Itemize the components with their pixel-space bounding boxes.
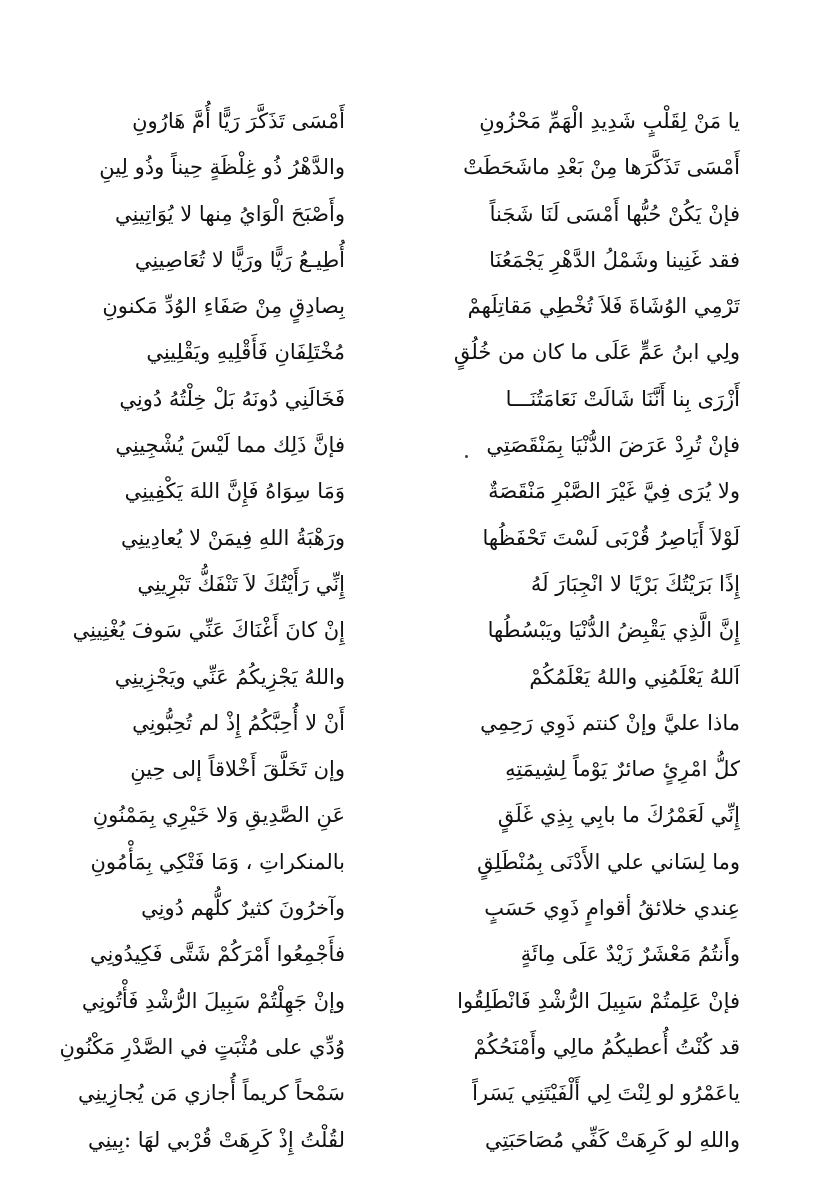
verse-first-hemistich-5: تَرْمِي الوُشَاةَ فَلاَ تُخْطِي مَقاتِلَهمْ bbox=[467, 294, 740, 319]
verse-second-hemistich-10: ورَهْبَةُ اللهِ فِيمَنْ لا يُعادِينِي bbox=[121, 525, 345, 550]
verse-first-hemistich-9: ولا يُرَى فِيَّ غَيْرَ الصَّبْرِ مَنْقَصَةٌ bbox=[488, 479, 740, 504]
verse-first-hemistich-7: أَزْرَى بِنا أَنَّنَا شَالَتْ نَعَامَتُنَـــا bbox=[505, 386, 740, 411]
verse-second-hemistich-19: فأَجْمِعُوا أَمْرَكُمْ شَتَّى فَكِيدُونِي bbox=[90, 942, 345, 967]
verse-first-hemistich-10: لَوْلاَ أَيَاصِرُ قُرْبَى لَسْتَ تَحْفَظُها bbox=[482, 525, 740, 550]
poem-column-right bbox=[440, 98, 740, 1163]
verse-first-hemistich-16: إِنِّي لَعَمْرُكَ ما بابِي بِذِي غَلَقٍ bbox=[497, 803, 740, 828]
verse-first-hemistich-3: فإنْ يَكُنْ حُبُّها أَمْسَى لَنَا شَجَناً bbox=[489, 201, 740, 226]
verse-first-hemistich-19: وأَنتُمُ مَعْشَرٌ زَيْدٌ عَلَى مِائَةٍ bbox=[520, 942, 740, 967]
verse-first-hemistich-17: وما لِسَاني علي الأَدْنَى بِمُنْطَلِقٍ bbox=[477, 849, 740, 874]
verse-second-hemistich-22: سَمْحاً كريماً أُجازي مَن يُجازِينِي bbox=[77, 1081, 345, 1106]
scan-speck bbox=[465, 455, 468, 458]
poem-column-left bbox=[45, 98, 345, 1163]
verse-first-hemistich-14: ماذا عليَّ وإنْ كنتم ذَوِي رَحِمِي bbox=[480, 710, 740, 735]
verse-second-hemistich-18: وآخرُونَ كثيرٌ كلُّهم دُونِي bbox=[141, 896, 345, 921]
verse-first-hemistich-13: اَللهُ يَعْلَمُنِي واللهُ يَعْلَمُكُمْ bbox=[529, 664, 740, 689]
verse-second-hemistich-23: لقُلْتُ إِذْ كَرِهَتْ قُرْبي لهَا :بِينِي bbox=[88, 1127, 345, 1152]
verse-first-hemistich-12: إِنَّ الَّذِي يَقْبِضُ الدُّنْيَا ويَبْسُطُها bbox=[487, 618, 740, 643]
verse-second-hemistich-14: أَنْ لا أُحِبَّكُمُ إِذْ لم تُحِبُّونِي bbox=[132, 710, 345, 735]
verse-second-hemistich-2: والدَّهْرُ ذُو غِلْظَةٍ حِيناً وذُو لِينِ bbox=[99, 155, 345, 180]
verse-second-hemistich-20: وإنْ جَهِلْتُمْ سَبِيلَ الرُّشْدِ فَأْتُونِي bbox=[81, 988, 345, 1013]
poem bbox=[0, 98, 835, 1163]
verse-first-hemistich-20: فإنْ عَلِمتُمْ سَبِيلَ الرُّشْدِ فَانْطَلِقُوا bbox=[457, 988, 740, 1013]
verse-second-hemistich-8: فإنَّ ذَلِك مما لَيْسَ يُشْجِينِي bbox=[115, 433, 345, 458]
verse-second-hemistich-3: وأَصْبَحَ الْوَايُ مِنها لا يُوَاتِينِي bbox=[115, 201, 345, 226]
verse-second-hemistich-1: أَمْسَى تَذَكَّرَ رَيًّا أُمَّ هَارُونِ bbox=[132, 109, 345, 133]
verse-first-hemistich-11: إِذًا بَرَيْتُكَ بَرْيًا لا انْجِبَارَ لَهُ bbox=[530, 571, 740, 596]
verse-first-hemistich-18: عِندي خلائقُ أقوامٍ ذَوِي حَسَبٍ bbox=[484, 896, 740, 921]
verse-first-hemistich-4: فقد غَنِينا وشَمْلُ الدَّهْرِ يَجْمَعُنَا bbox=[489, 247, 740, 272]
verse-first-hemistich-2: أَمْسَى تَذَكَّرَها مِنْ بَعْدِ ماشَحَطَتْ bbox=[463, 155, 740, 180]
verse-second-hemistich-4: أُطِيـعُ رَيًّا ورَيًّا لا تُعَاصِينِي bbox=[134, 247, 345, 272]
verse-second-hemistich-16: عَنِ الصَّدِيقِ وَلا خَيْرِي بِمَمْنُونِ bbox=[92, 803, 345, 828]
verse-first-hemistich-15: كلُّ امْرِئٍ صائرٌ يَوْماً لِشِيمَتِهِ bbox=[505, 757, 740, 782]
verse-first-hemistich-1: يا مَنْ لِقَلْبٍ شَدِيدِ الْهَمِّ مَحْزُونِ bbox=[479, 109, 740, 133]
verse-first-hemistich-6: ولِي ابنُ عَمٍّ عَلَى ما كان من خُلُقٍ bbox=[453, 340, 740, 365]
verse-second-hemistich-13: واللهُ يَجْزِيكُمُ عَنِّي ويَجْزِينِي bbox=[114, 664, 345, 689]
verse-second-hemistich-5: بِصادِقٍ مِنْ صَفَاءِ الوُدِّ مَكنونِ bbox=[102, 294, 345, 319]
verse-second-hemistich-11: إِنِّي رَأَيْتُكَ لاَ تَنْفَكُّ تَبْرِينِي bbox=[137, 571, 345, 596]
verse-first-hemistich-22: ياعَمْرُو لو لِنْتَ لِي أَلْفَيْتَنِي يَسَراً bbox=[472, 1081, 740, 1106]
verse-first-hemistich-8: فإنْ تُرِدْ عَرَضَ الدُّنْيَا بِمَنْقَصَتِي bbox=[486, 433, 740, 458]
verse-first-hemistich-21: قد كُنْتُ أُعطيكُمُ مالِي وأَمْنَحُكُمْ bbox=[473, 1034, 740, 1059]
verse-first-hemistich-23: واللهِ لو كَرِهَتْ كَفِّي مُصَاحَبَتِي bbox=[485, 1127, 740, 1152]
verse-second-hemistich-9: وَمَا سِوَاهُ فَإِنَّ اللهَ يَكْفِينِي bbox=[124, 479, 345, 504]
verse-second-hemistich-12: إِنْ كانَ أَغْنَاكَ عَنِّي سَوفَ يُغْنِينِي bbox=[72, 618, 345, 643]
verse-second-hemistich-7: فَخَالَنِي دُونَهُ بَلْ خِلْتُهُ دُونِي bbox=[119, 386, 345, 411]
verse-second-hemistich-6: مُخْتَلِفَانِ فَأَقْلِيهِ ويَقْلِينِي bbox=[146, 340, 345, 365]
verse-second-hemistich-15: وإن تَخَلَّقَ أَخْلاقاً إلى حِينِ bbox=[130, 757, 345, 782]
verse-second-hemistich-21: وُدِّي على مُثْبَتٍ في الصَّدْرِ مَكْنُونِ bbox=[59, 1034, 345, 1059]
verse-second-hemistich-17: بالمنكراتِ ، وَمَا فَتْكِي بِمَأْمُونِ bbox=[90, 849, 345, 874]
